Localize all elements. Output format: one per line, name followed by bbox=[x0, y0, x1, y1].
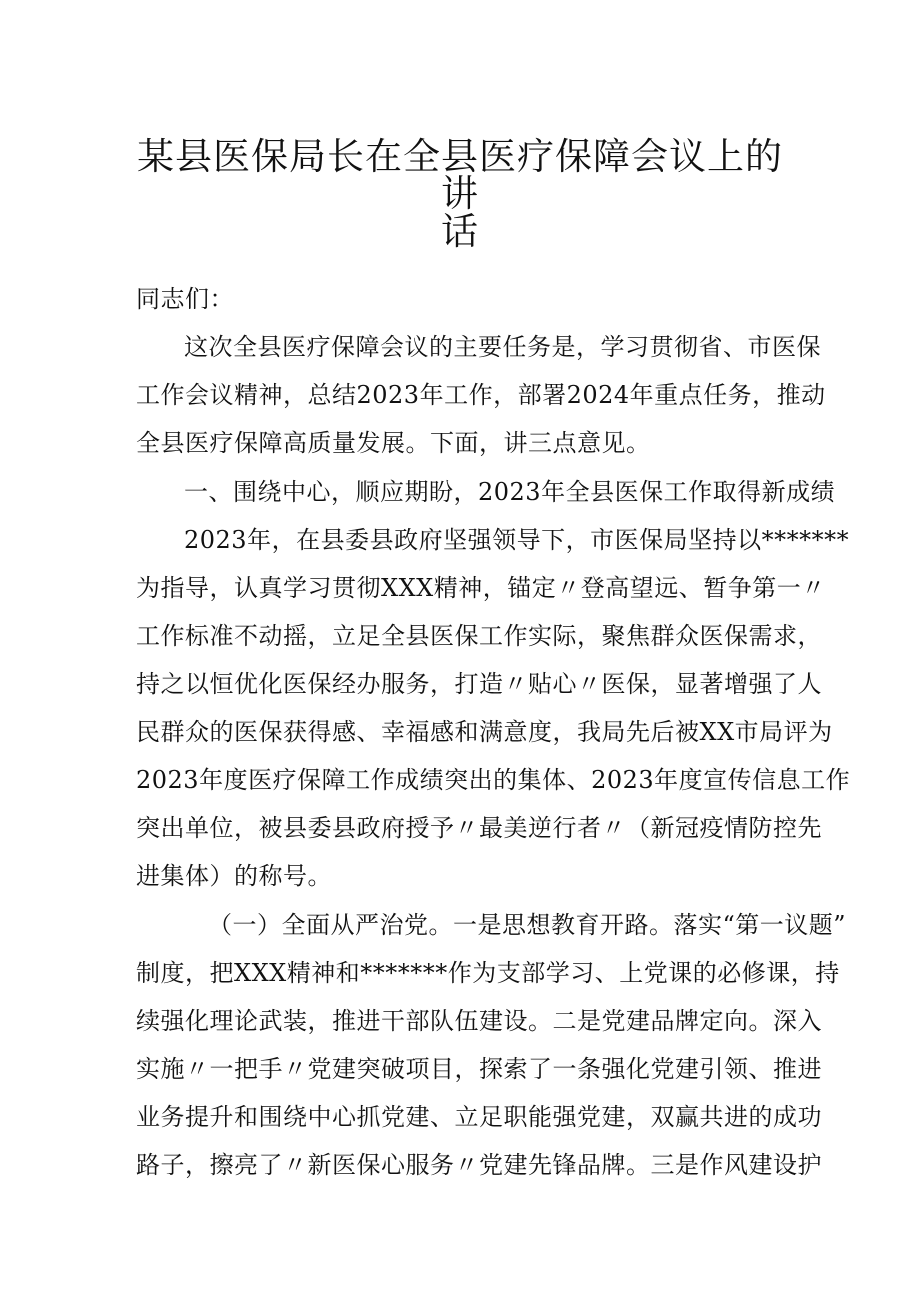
intro-line: 全县医疗保障高质量发展。下面，讲三点意见。 bbox=[136, 429, 651, 457]
subsection1-line: 续强化理论武装，推进干部队伍建设。二是党建品牌定向。深入 bbox=[136, 1007, 822, 1035]
document-title-line-1: 某县医保局长在全县医疗保障会议上的讲 bbox=[137, 135, 783, 215]
section1-line: 突出单位，被县委县政府授予〃最美逆行者〃（新冠疫情防控先 bbox=[136, 814, 822, 842]
subsection1-line: 路子，擦亮了〃新医保心服务〃党建先锋品牌。三是作风建设护 bbox=[136, 1151, 822, 1179]
subsection1-line: 制度，把XXX精神和*******作为支部学习、上党课的必修课，持 bbox=[136, 959, 840, 987]
section1-line: 2023年度医疗保障工作成绩突出的集体、2023年度宣传信息工作 bbox=[136, 766, 851, 794]
section1-line: 持之以恒优化医保经办服务，打造〃贴心〃医保，显著增强了人 bbox=[136, 670, 822, 698]
subsection1-line: 业务提升和围绕中心抓党建、立足职能强党建，双赢共进的成功 bbox=[136, 1103, 822, 1131]
section1-line: 工作标准不动摇，立足全县医保工作实际，聚焦群众医保需求， bbox=[136, 622, 822, 650]
section1-line: 民群众的医保获得感、幸福感和满意度，我局先后被XX市局评为 bbox=[136, 718, 833, 746]
subsection1-line: （一）全面从严治党。一是思想教育开路。落实“第一议题” bbox=[208, 911, 847, 939]
document-title-line-2: 话 bbox=[441, 210, 479, 253]
intro-line: 工作会议精神，总结2023年工作，部署2024年重点任务，推动 bbox=[136, 381, 826, 409]
subsection1-line: 实施〃一把手〃党建突破项目，探索了一条强化党建引领、推进 bbox=[136, 1055, 822, 1083]
section1-line: 进集体）的称号。 bbox=[136, 862, 332, 890]
section1-line: 为指导，认真学习贯彻XXX精神，锚定〃登高望远、暂争第一〃 bbox=[136, 574, 826, 602]
salutation: 同志们： bbox=[136, 285, 234, 313]
section1-line: 2023年，在县委县政府坚强领导下，市医保局坚持以******* bbox=[184, 526, 850, 554]
intro-line: 这次全县医疗保障会议的主要任务是，学习贯彻省、市医保 bbox=[184, 333, 821, 361]
section-heading: 一、围绕中心，顺应期盼，2023年全县医保工作取得新成绩 bbox=[184, 478, 836, 506]
